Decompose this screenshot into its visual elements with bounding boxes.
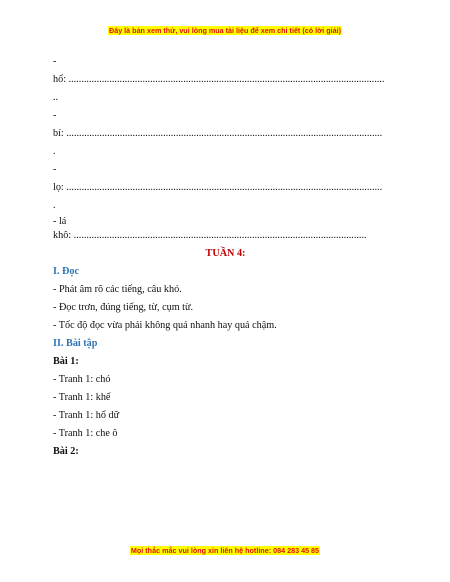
fill-dots: ............................................................................................................................ bbox=[66, 128, 383, 139]
fill-dots: ................................................................................................................... bbox=[73, 230, 367, 241]
list-item: - Phát âm rõ các tiếng, câu khó. bbox=[53, 284, 182, 295]
list-item: - Tranh 1: hổ dữ bbox=[53, 410, 120, 421]
line-tail: . bbox=[53, 146, 56, 157]
fill-word: khô: bbox=[53, 230, 72, 241]
exercise-label-bai2: Bài 2: bbox=[53, 446, 79, 457]
fill-line bbox=[53, 128, 394, 140]
fill-line bbox=[53, 74, 391, 86]
list-item: - Tranh 1: che ô bbox=[53, 428, 118, 439]
fill-dots: ............................................................................................................................ bbox=[66, 182, 383, 193]
list-item: - Tranh 1: chó bbox=[53, 374, 111, 385]
line-dash: - bbox=[53, 110, 57, 121]
fill-word: hổ: bbox=[53, 74, 67, 85]
hotline-text: Mọi thắc mắc vui lòng xin liên hệ hotline: 084 283 45 85 bbox=[130, 546, 320, 555]
hotline-banner bbox=[0, 546, 450, 555]
preview-notice-text: Đây là bản xem thử, vui lòng mua tài liệu để xem chi tiết (có lời giải) bbox=[109, 26, 341, 35]
line-tail: .. bbox=[53, 92, 59, 103]
list-item: - Tranh 1: khế bbox=[53, 392, 111, 403]
section-heading-exercise: II. Bài tập bbox=[53, 338, 98, 349]
fill-word: lọ: bbox=[53, 182, 64, 193]
fill-line bbox=[53, 230, 386, 242]
line-dash: - bbox=[53, 164, 57, 175]
preview-notice-banner bbox=[0, 26, 450, 35]
fill-word: bí: bbox=[53, 128, 64, 139]
list-item: - Tốc độ đọc vừa phải không quá nhanh hay quá chậm. bbox=[53, 320, 277, 331]
week-title: TUẦN 4: bbox=[205, 248, 246, 259]
fill-line bbox=[53, 182, 394, 194]
fill-dots: ............................................................................................................................ bbox=[68, 74, 385, 85]
line-dash: - lá bbox=[53, 216, 67, 227]
section-heading-read: I. Đọc bbox=[53, 266, 80, 277]
exercise-label-bai1: Bài 1: bbox=[53, 356, 79, 367]
line-tail: . bbox=[53, 200, 56, 211]
list-item: - Đọc trơn, đúng tiếng, từ, cụm từ. bbox=[53, 302, 194, 313]
line-dash: - bbox=[53, 56, 57, 67]
